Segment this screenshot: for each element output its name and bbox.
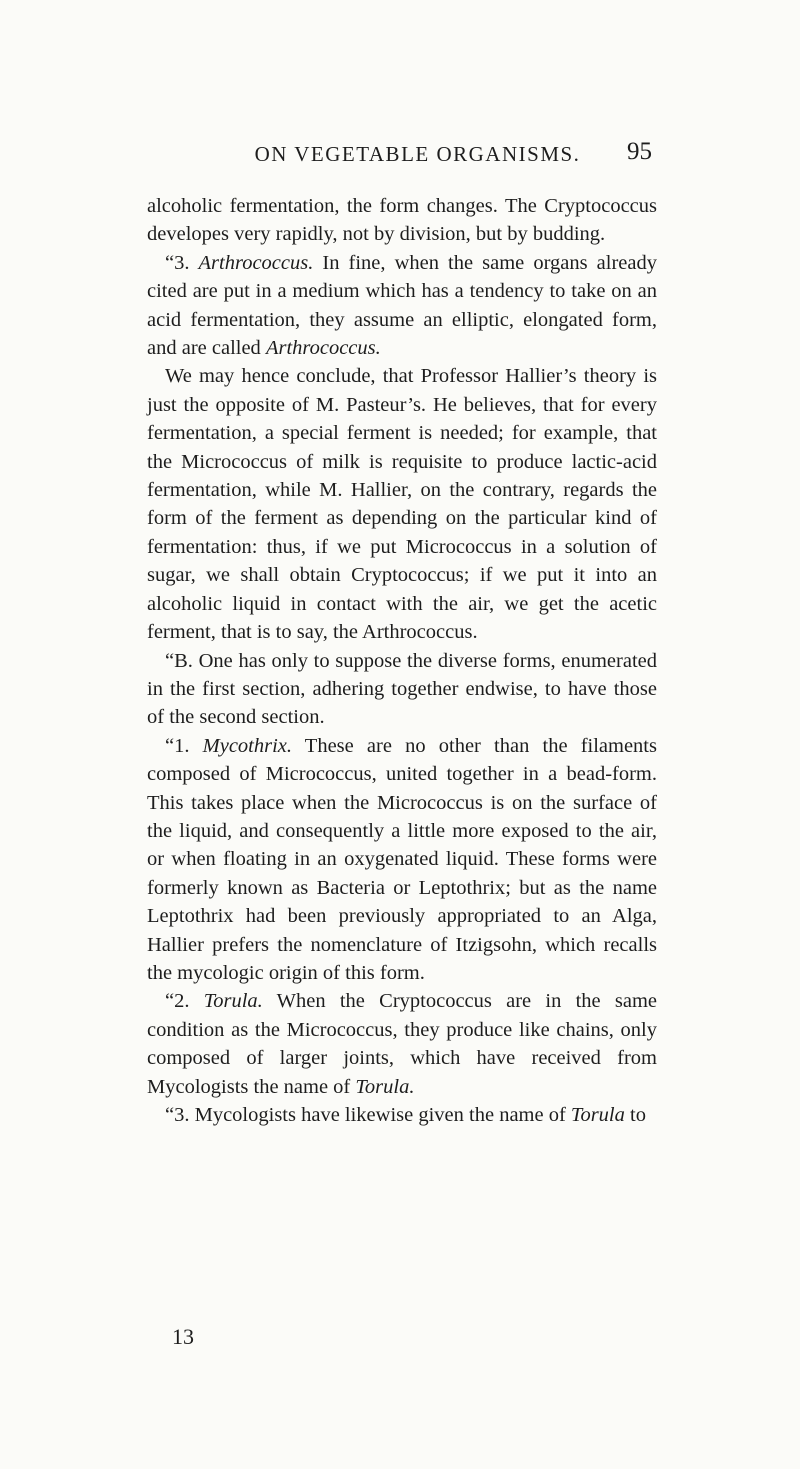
text-run: to (624, 1104, 646, 1126)
italic-term: Arthrococcus. (265, 337, 381, 360)
text-run: These are no other than the filaments composed of Micrococcus, united together in a bead-form. This takes place when the Micrococcus is on the surface of the liquid, and consequently a little more exposed to the air, or when floating in an oxygenated liquid. These forms were formerly known as Bacteria or Leptothrix; but as the name Leptothrix had been previously appropriated to an Alga, Hallier prefers the nomenclature of Itzigsohn, which recalls the mycologic origin of this form. (147, 734, 657, 984)
paragraph (147, 362, 657, 646)
text-run: “3. Mycologists have likewise given the name of (165, 1104, 571, 1126)
italic-term: Mycothrix. (202, 734, 293, 757)
text-run: In fine, when the same organs already cited are put in a medium which has a tendency to take on an acid fermentation, they assume an elliptic, elongated form, and are called (147, 251, 657, 360)
text-run: “1. (165, 734, 203, 757)
paragraph (147, 1101, 657, 1129)
text-run: “2. (165, 990, 204, 1013)
paragraph (147, 987, 657, 1101)
paragraph (147, 732, 657, 988)
text-run: “B. One has only to suppose the diverse forms, enumerated in the first section, adhering together endwise, to have those of the second section. (147, 649, 657, 729)
italic-term: Torula. (203, 990, 263, 1013)
italic-term: Torula. (355, 1075, 415, 1098)
body-text (147, 192, 657, 1129)
paragraph (147, 647, 657, 732)
paragraph (147, 249, 657, 363)
text-run: We may hence conclude, that Professor Hallier’s theory is just the opposite of M. Pasteur’s. He believes, that for every fermentation, a special ferment is needed; for example, that the Micrococcus of milk is requisite to produce lactic-acid fermentation, while M. Hallier, on the contrary, regards the form of the ferment as depending on the particular kind of fermentation: thus, if we put Micrococcus in a solution of sugar, we shall obtain Cryptococcus; if we put it into an alcoholic liquid in contact with the air, we get the acetic ferment, that is to say, the Arthrococcus. (147, 365, 657, 644)
running-header: ON VEGETABLE ORGANISMS. (254, 142, 581, 166)
text-run: alcoholic fermentation, the form changes. The Cryptococcus developes very rapidly, not by division, but by budding. (147, 195, 657, 246)
page-number: 95 (627, 138, 652, 165)
paragraph (147, 192, 657, 249)
signature-mark: 13 (172, 1324, 194, 1349)
text-run: When the Cryptococcus are in the same condition as the Micrococcus, they produce like chains, only composed of larger joints, which have received from Mycologists the name of (147, 990, 657, 1098)
text-run: “3. (165, 251, 199, 274)
italic-term: Arthrococcus. (198, 251, 314, 274)
italic-term: Torula (570, 1104, 625, 1126)
